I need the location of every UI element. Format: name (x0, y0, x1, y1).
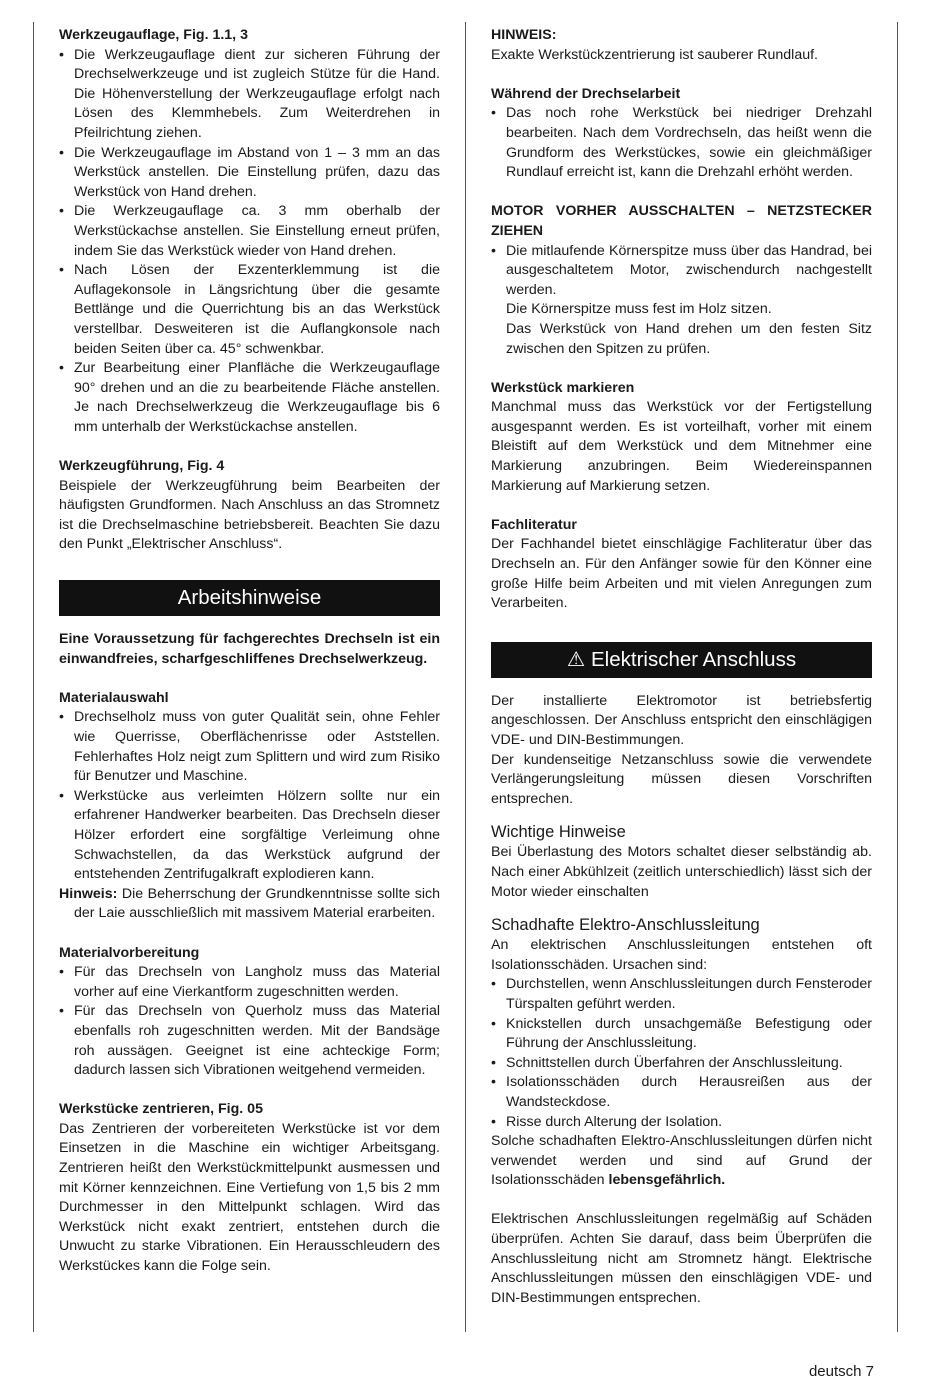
list-item: • Für das Drechseln von Langholz muss das Material vorher auf eine Vierkantform zugeschnitten werden. (59, 963, 440, 1002)
werkzeugauflage-list (59, 46, 440, 438)
section-title-wichtige-hinweise: Wichtige Hinweise (491, 823, 626, 842)
list-item: • Die Werkzeugauflage im Abstand von 1 – 3 mm an das Werkstück anstellen. Die Einstellung prüfen, dazu das Werkstück von Hand drehen. (59, 144, 440, 203)
list-item: • Nach Lösen der Exzenterklemmung ist die Auflagekonsole in Längsrichtung über die gesamte Bettlänge und die Querrichtung bis an das Werkstück verstellbar. Desweiteren ist die Auflangkonsole nach beiden Seiten über ca. 45° schwenkbar. (59, 261, 440, 359)
list-item: • Isolationsschäden durch Herausreißen aus der Wandsteckdose. (491, 1073, 872, 1112)
hinweis-text: Exakte Werkstückzentrierung ist sauberer Rundlauf. (491, 46, 818, 63)
pruefung-text: Elektrischen Anschlussleitungen regelmäßig auf Schäden überprüfen. Achten Sie darauf, dass beim Überprüfen die Anschlussleitung nicht am Stromnetz hängt. Elektrische Anschlussleitungen müssen den einschlägigen VDE- und DIN-Bestimmungen entsprechen. (491, 1211, 872, 1306)
section-title-fachliteratur: Fachliteratur (491, 516, 577, 533)
schadhafte-list (491, 975, 872, 1132)
left-margin-rule (33, 22, 34, 1332)
schadhafte-intro: An elektrischen Anschlussleitungen entstehen oft Isolationsschäden. Ursachen sind: (491, 937, 872, 973)
list-item: • Die mitlaufende Körnerspitze muss über das Handrad, bei ausgeschaltetem Motor, zwischendurch nachgestellt werden. (491, 242, 872, 301)
list-item: • Für das Drechseln von Querholz muss das Material ebenfalls roh zugeschnitten werden. Mit der Bandsäge roh aussägen. Geeignet ist eine achteckige Form; dadurch lassen sich Vibrationen weitgehend vermeiden. (59, 1002, 440, 1080)
list-item: • Werkstücke aus verleimten Hölzern sollte nur ein erfahrener Handwerker bearbeiten. Das Drechseln dieser Hölzer erfordert eine sorgfältige Verleimung ohne Schwachstellen, da das Werkstück aufgrund der entstehenden Zentrifugalkraft explodieren kann. (59, 787, 440, 885)
list-item: • Knickstellen durch unsachgemäße Befestigung oder Führung der Anschlussleitung. (491, 1015, 872, 1054)
markieren-text: Manchmal muss das Werkstück vor der Fertigstellung ausgespannt werden. Es ist vorteilhaft, vorher mit einem Bleistift auf dem Werkstück und dem Mitnehmer eine Markierung anzubringen. Beim Wiedereinspannen Markierung auf Markierung setzen. (491, 399, 872, 494)
right-margin-rule (897, 22, 898, 1332)
banner-label: Elektrischer Anschluss (591, 647, 797, 671)
schadhafte-warning (491, 1132, 872, 1191)
warning-triangle-icon: ⚠ (566, 647, 586, 671)
werkzeugfuehrung-text: Beispiele der Werkzeugführung beim Bearbeiten der häufigsten Grundformen. Nach Anschluss an das Stromnetz ist die Drechselmaschine betriebsbereit. Beachten Sie dazu den Punkt „Elektrischer Anschluss“. (59, 477, 440, 553)
section-title-werkzeugauflage: Werkzeugauflage, Fig. 1.1, 3 (59, 27, 248, 43)
lebensgefaehrlich-emphasis: lebensgefährlich. (608, 1172, 726, 1189)
motor-continuation-1: Die Körnerspitze muss fest im Holz sitzen. (506, 301, 772, 318)
page-footer: deutsch 7 (808, 1363, 874, 1380)
motor-continuation-2: Das Werkstück von Hand drehen um den festen Sitz zwischen den Spitzen zu prüfen. (506, 320, 872, 357)
list-item: • Das noch rohe Werkstück bei niedriger Drehzahl bearbeiten. Nach dem Vordrechseln, das heißt wenn die Grundform des Werkstückes, sowie ein gleichmäßiger Rundlauf erreicht ist, kann die Drehzahl erhöht werden. (491, 104, 872, 182)
section-title-zentrieren: Werkstücke zentrieren, Fig. 05 (59, 1101, 263, 1118)
zentrieren-text: Das Zentrieren der vorbereiteten Werkstücke ist vor dem Einsetzen in die Maschine ein wichtiger Arbeitsgang. Zentrieren heißt den Werkstückmittelpunkt ausmessen und mit Körner kennzeichnen. Eine Vertiefung von 1,5 bis 2 mm Durchmesser in den Mittelpunkt schlagen. Wird das Werkstück nicht exakt zentriert, entstehen durch die Unwucht zu starke Vibrationen. Ein Herausschleudern des Werkstückes kann die Folge sein. (59, 1120, 440, 1275)
drechselarbeit-list (491, 104, 872, 182)
elektro-text-2: Der kundenseitige Netzanschluss sowie die verwendete Verlängerungsleitung müssen diesen Vorschriften entsprechen. (491, 751, 872, 807)
fachliteratur-text: Der Fachhandel bietet einschlägige Fachliteratur über das Drechseln an. Für den Anfänger sowie für den Könner eine große Hilfe beim Arbeiten und mit vielen Anregungen zum Verarbeiten. (491, 536, 872, 612)
materialauswahl-list (59, 708, 440, 884)
column-divider (465, 22, 466, 1332)
motor-list (491, 242, 872, 301)
list-item: • Die Werkzeugauflage dient zur sicheren Führung der Drechselwerkzeuge und ist zugleich Stütze für die Hand. Die Höhenverstellung der Werkzeugauflage erfolgt nach Lösen des Klemmhebels. Zum Weiterdrehen in Pfeilrichtung ziehen. (59, 46, 440, 144)
banner-elektrischer-anschluss (491, 642, 872, 678)
elektro-text-1: Der installierte Elektromotor ist betriebsfertig angeschlossen. Der Anschluss entspricht den einschlägigen VDE- und DIN-Bestimmungen. (491, 692, 872, 748)
wichtige-hinweise-text: Bei Überlastung des Motors schaltet dieser selbständig ab. Nach einer Abkühlzeit (zeitlich unterschiedlich) lässt sich der Motor wieder einschalten (491, 844, 872, 900)
hinweis-text: Die Beherrschung der Grundkenntnisse sollte sich der Laie ausschließlich mit massivem Material erarbeiten. (74, 885, 440, 922)
list-item: • Risse durch Alterung der Isolation. (491, 1113, 872, 1133)
list-item: • Schnittstellen durch Überfahren der Anschlussleitung. (491, 1054, 872, 1074)
intro-text: Eine Voraussetzung für fachgerechtes Drechseln ist ein einwandfreies, scharfgeschliffenes Drechselwerkzeug. (59, 631, 440, 667)
section-title-werkzeugfuehrung: Werkzeugführung, Fig. 4 (59, 458, 225, 475)
section-title-motor-warning: MOTOR VORHER AUSSCHALTEN – NETZSTECKER ZIEHEN (491, 203, 872, 239)
section-title-schadhafte-leitung: Schadhafte Elektro-Anschlussleitung (491, 916, 760, 935)
section-title-drechselarbeit: Während der Drechselarbeit (491, 85, 681, 102)
list-item: • Die Werkzeugauflage ca. 3 mm oberhalb der Werkstückachse anstellen. Sie Einstellung erneut prüfen, indem Sie das Werkstück wieder von Hand drehen. (59, 202, 440, 261)
section-title-materialauswahl: Materialauswahl (59, 689, 169, 706)
hinweis-title: HINWEIS: (491, 27, 557, 43)
section-title-markieren: Werkstück markieren (491, 379, 635, 396)
materialvorbereitung-list (59, 963, 440, 1081)
right-column (491, 26, 872, 1308)
list-item: • Durchstellen, wenn Anschlussleitungen durch Fensteroder Türspalten geführt werden. (491, 975, 872, 1014)
schadhafte-warning-text: Solche schadhaften Elektro-Anschlussleitungen dürfen nicht verwendet werden und sind auf Grund der Isolationsschäden (491, 1133, 872, 1189)
hinweis-label: Hinweis: (59, 885, 118, 902)
hinweis-note (59, 885, 440, 924)
banner-arbeitshinweise: Arbeitshinweise (59, 580, 440, 616)
list-item: • Drechselholz muss von guter Qualität sein, ohne Fehler wie Querrisse, Oberflächenrisse oder Aststellen. Fehlerhaftes Holz neigt zum Splittern und wird zum Risiko für Benutzer und Maschine. (59, 708, 440, 786)
left-column (59, 26, 440, 1277)
section-title-materialvorbereitung: Materialvorbereitung (59, 944, 200, 961)
list-item: • Zur Bearbeitung einer Planfläche die Werkzeugauflage 90° drehen und an die zu bearbeitende Fläche anstellen. Je nach Drechselwerkzeug die Werkzeugauflage bis 6 mm unterhalb der Werkstückachse anstellen. (59, 359, 440, 437)
